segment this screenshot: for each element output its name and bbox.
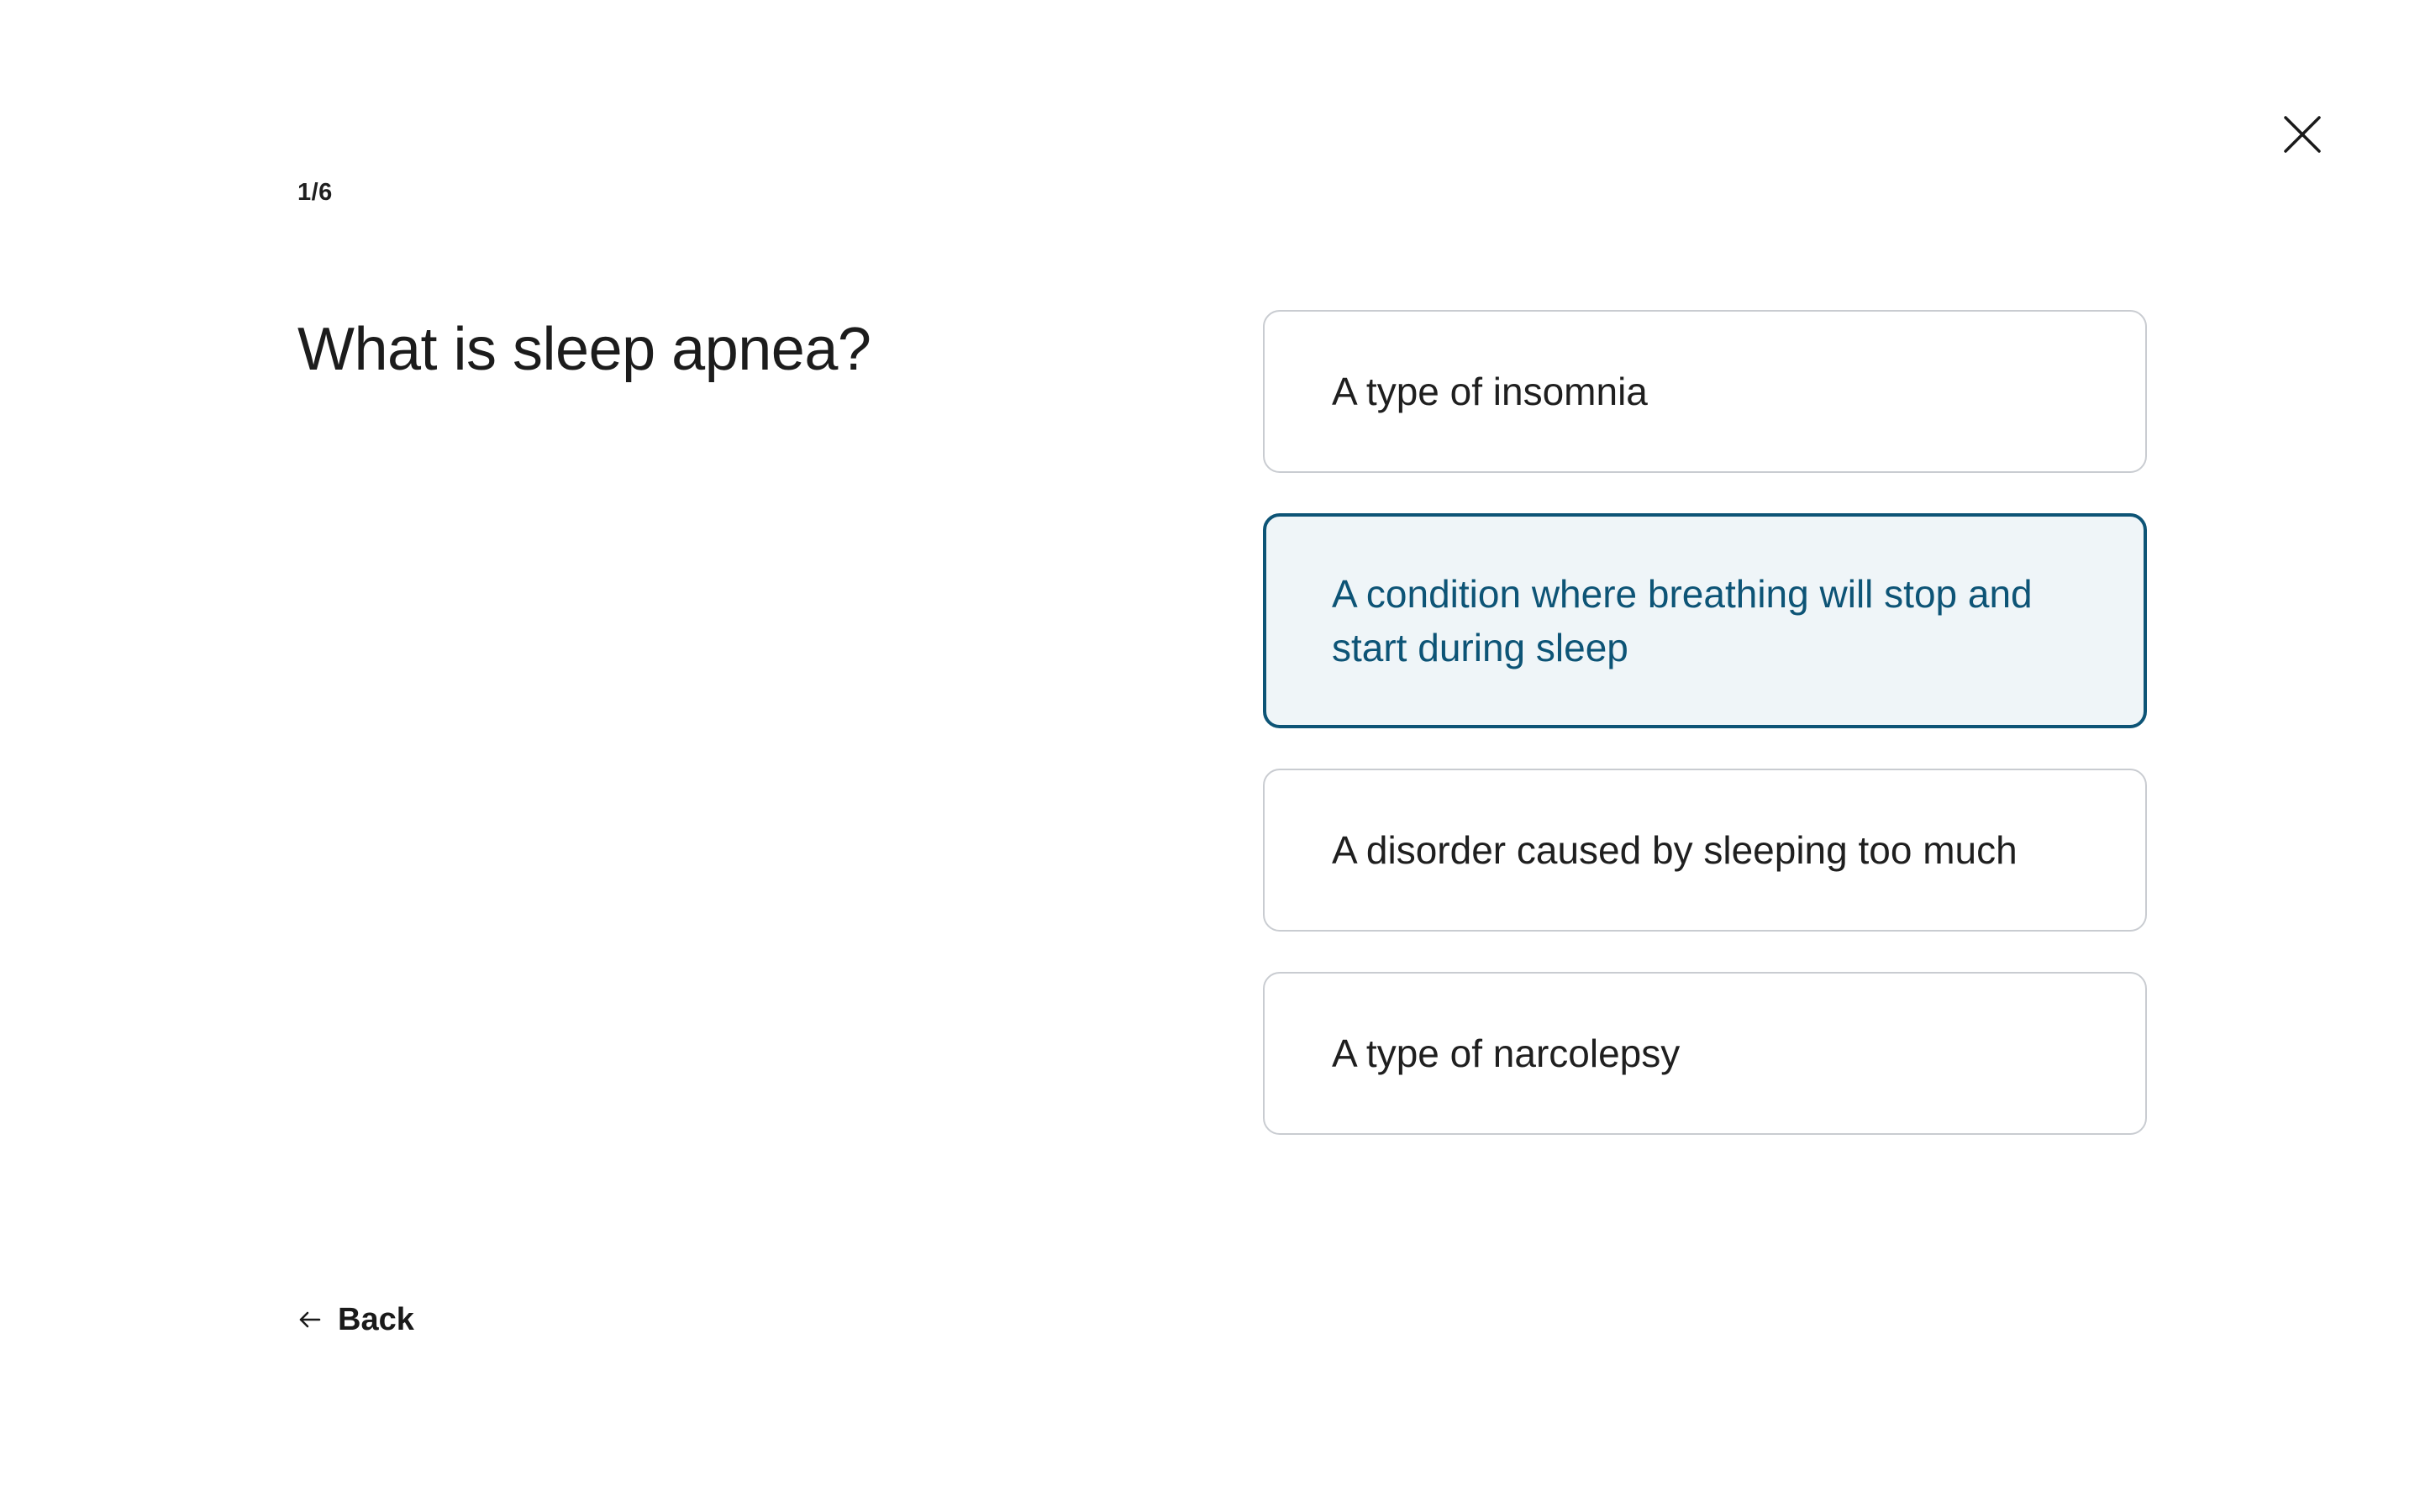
answer-options [1263,310,2147,1135]
back-label: Back [338,1302,414,1337]
question-title: What is sleep apnea? [297,316,871,383]
arrow-left-icon [297,1307,323,1332]
answer-option-label: A type of insomnia [1332,370,1648,413]
back-button[interactable] [297,1299,414,1341]
close-icon [2277,109,2328,160]
answer-option-breathing-stops[interactable] [1263,513,2147,728]
answer-option-sleeping-too-much[interactable] [1263,769,2147,932]
answer-option-label: A disorder caused by sleeping too much [1332,828,2018,872]
answer-option-narcolepsy[interactable] [1263,972,2147,1135]
close-button[interactable] [2277,109,2328,160]
answer-option-label: A condition where breathing will stop and start during sleep [1332,572,2033,669]
progress-counter: 1/6 [297,179,333,206]
answer-option-insomnia[interactable] [1263,310,2147,473]
answer-option-label: A type of narcolepsy [1332,1032,1681,1075]
